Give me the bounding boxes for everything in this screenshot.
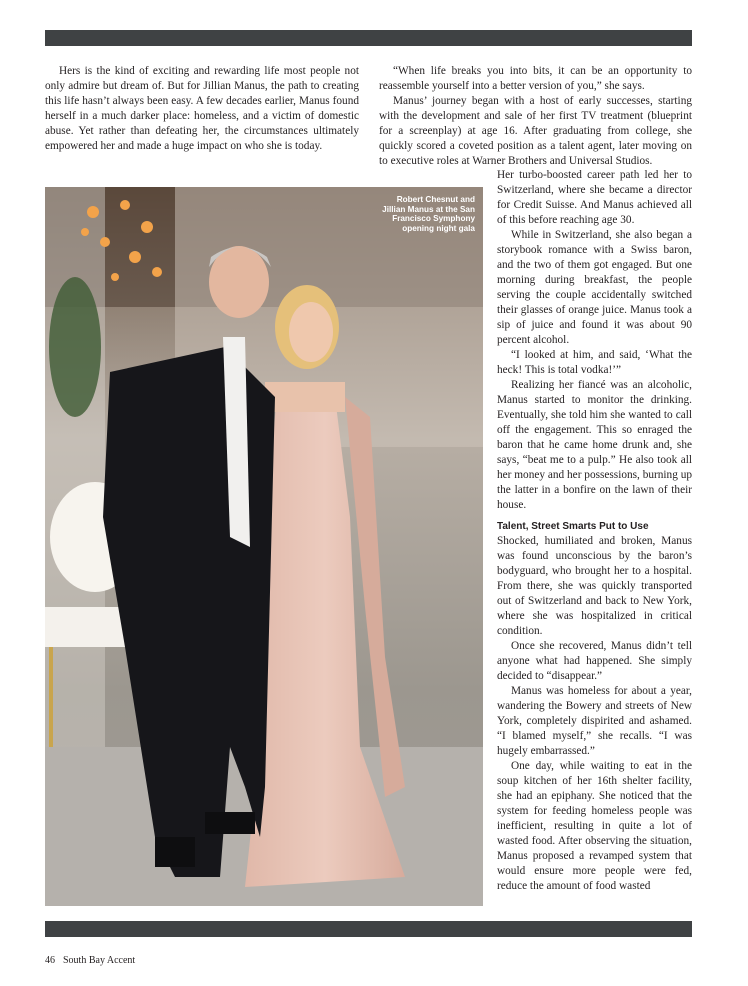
photo-illustration <box>45 187 483 906</box>
article-column-right <box>497 168 692 894</box>
photo-caption: Robert Chesnut and Jillian Manus at the San Francisco Symphony opening night gala <box>382 195 475 233</box>
article-paragraph: Shocked, humiliated and broken, Manus was found unconscious by the baron’s bodyguard, who brought her to a hospital. From there, she was quickly transported out of Switzerland and back to New York, where she was hospitalized in critical condition. <box>497 535 692 637</box>
article-paragraph: Once she recovered, Manus didn’t tell anyone what had happened. She simply decided to “disappear.” <box>497 640 692 682</box>
top-rule <box>45 30 692 46</box>
bottom-rule <box>45 921 692 937</box>
article-paragraph: Realizing her fiancé was an alcoholic, Manus started to monitor the drinking. Eventually, she told him she wanted to call off the engagement. This so enraged the baron that he came home drunk and, she says, “beat me to a pulp.” He also took all her money and her possessions, burning up the latter in a bonfire on the lawn of their house. <box>497 379 692 511</box>
article-paragraph-continued: Her turbo-boosted career path led her to Switzerland, where she became a director for Credit Suisse. And Manus achieved all of this before reaching age 30. <box>497 169 692 226</box>
article-paragraph: Hers is the kind of exciting and rewarding life most people not only admire but dream of. But for Jillian Manus, the path to creating this life hasn’t always been easy. A few decades earlier, Manus found herself in a much darker place: homeless, and a victim of domestic abuse. Yet rather than defeating her, the circumstances ultimately empowered her and made a huge impact on who she is today. <box>45 65 359 152</box>
article-paragraph: One day, while waiting to eat in the soup kitchen of her 16th shelter facility, she had an epiphany. She noticed that the system for feeding homeless people was inefficient, resulting in quite a lot of wasted food. After observing the situation, Manus proposed a revamped system that would ensure more people were fed, reduce the amount of food wasted <box>497 760 692 892</box>
article-column-right-top <box>379 64 692 169</box>
article-paragraph: “I looked at him, and said, ‘What the heck! This is total vodka!’” <box>497 349 692 376</box>
event-photo <box>45 187 483 906</box>
page-number: 46 <box>45 955 55 966</box>
article-column-left <box>45 64 359 154</box>
section-subhead: Talent, Street Smarts Put to Use <box>497 521 649 532</box>
article-paragraph: While in Switzerland, she also began a storybook romance with a Swiss baron, and the two of them got engaged. But one morning during breakfast, the people serving the couple accidentally switched their glasses of orange juice. Manus took a sip of juice and found it was about 90 percent alcohol. <box>497 229 692 346</box>
article-paragraph: “When life breaks you into bits, it can be an opportunity to reassemble yourself into a better version of you,” she says. <box>379 65 692 92</box>
article-paragraph: Manus’ journey began with a host of early successes, starting with the development and sale of her first TV treatment (blueprint for a screenplay) at age 16. After graduating from college, she quickly scored a coveted position as a talent agent, later moving on to executive roles at Warner Brothers and Universal Studios. <box>379 95 692 167</box>
article-paragraph: Manus was homeless for about a year, wandering the Bowery and streets of New York, completely dispirited and ashamed. “I blamed myself,” she recalls. “I was hugely embarrassed.” <box>497 685 692 757</box>
page-footer <box>45 955 143 966</box>
publication-name: South Bay Accent <box>63 955 136 966</box>
